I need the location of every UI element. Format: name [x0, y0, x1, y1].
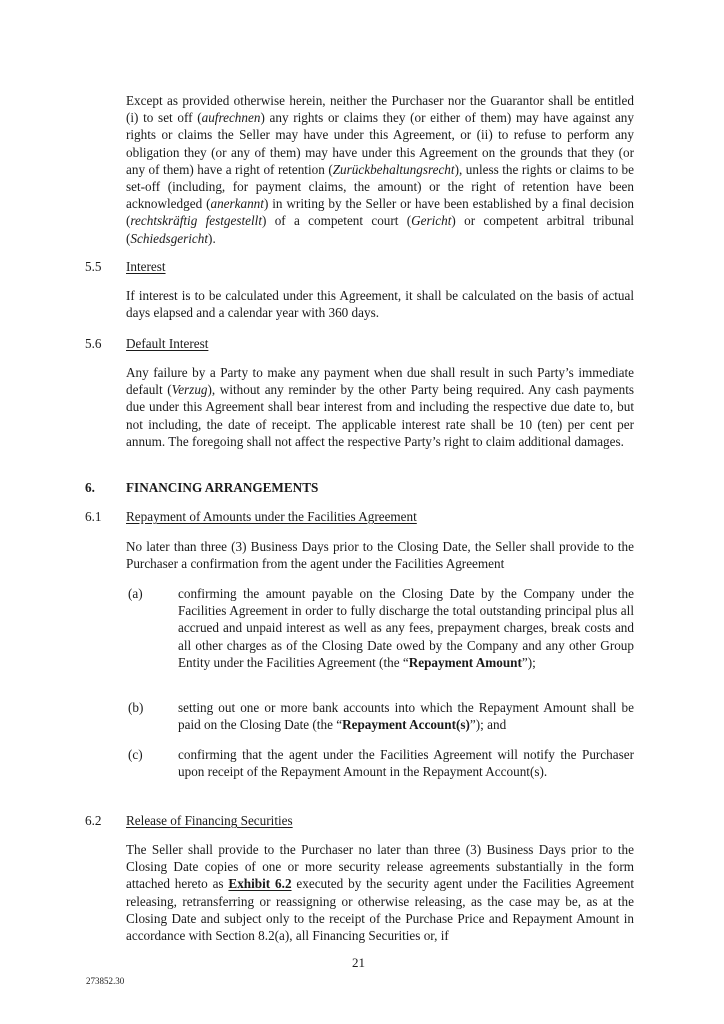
item-a-text: confirming the amount payable on the Closing Date by the Company under the Facilities Agreement in order to fully discharge the total outstanding principal plus all accrued and unpaid interest as well as any fees, prepayment charges, break costs and all other charges as of the Closing Date owed by the Company and any other Group Entity under the Facilities Agreement (the “Repayment Amount”); — [178, 586, 634, 670]
document-reference: 273852.30 — [86, 976, 125, 986]
section-5-6-title: Default Interest — [126, 336, 209, 351]
item-b-label: (b) — [128, 700, 144, 715]
defined-term-repayment-accounts: Repayment Account(s) — [342, 717, 470, 733]
term-rechtskraeftig: rechtskräftig festgestellt — [130, 213, 263, 229]
term-gericht: Gericht — [411, 213, 452, 229]
section-5-5-title: Interest — [126, 259, 166, 274]
item-a-label: (a) — [128, 586, 143, 601]
section-5-6-text: Any failure by a Party to make any payment when due shall result in such Party’s immediate default (Verzug), without any reminder by the other Party being required. Any cash payments due under this Agreement shall bear interest from and including the respective due date to, but not including, the date of receipt. The applicable interest rate shall be 10 (ten) per cent per annum. The foregoing shall not affect the respective Party’s right to claim additional damages. — [126, 365, 634, 449]
section-5-5-number: 5.5 — [85, 259, 102, 274]
section-6-1-title: Repayment of Amounts under the Facilities Agreement — [126, 509, 417, 524]
section-5-6-number: 5.6 — [85, 336, 102, 351]
section-6-2-text: The Seller shall provide to the Purchaser no later than three (3) Business Days prior to the Closing Date copies of one or more security release agreements substantially in the form attached hereto as Exhibit 6.2 executed by the security agent under the Facilities Agreement releasing, retransferring or reassigning or otherwise releasing, as the case may be, as at the Closing Date and subject only to the receipt of the Purchase Price and Repayment Amount in accordance with Section 8.2(a), all Financing Securities or, if — [126, 842, 634, 944]
item-c-label: (c) — [128, 747, 143, 762]
exhibit-6-2-link[interactable]: Exhibit 6.2 — [228, 876, 292, 892]
item-c-text: confirming that the agent under the Facilities Agreement will notify the Purchaser upon receipt of the Repayment Amount in the Repayment Account(s). — [178, 747, 634, 780]
setoff-paragraph: Except as provided otherwise herein, neither the Purchaser nor the Guarantor shall be entitled (i) to set off (aufrechnen) any rights or claims they (or either of them) may have against any rights or claims the Seller may have under this Agreement, or (ii) to refuse to perform any obligation they (or any of them) may have under this Agreement on the grounds that they (or any of them) have a right of retention (Zurückbehaltungsrecht), unless the rights or claims to be set-off (including, for payment claims, the amount) or the right of retention have been acknowledged (anerkannt) in writing by the Seller or have been established by a final decision (rechtskräftig festgestellt) of a competent court (Gericht) or competent arbitral tribunal (Schiedsgericht). — [126, 93, 635, 246]
defined-term-repayment-amount: Repayment Amount — [408, 654, 522, 670]
section-6-number: 6. — [85, 480, 95, 495]
term-aufrechnen: aufrechnen — [201, 110, 261, 126]
term-verzug: Verzug — [171, 382, 208, 398]
section-5-5-text: If interest is to be calculated under this Agreement, it shall be calculated on the basis of actual days elapsed and a calendar year with 360 days. — [126, 288, 634, 321]
term-zurueckbehaltungsrecht: Zurückbehaltungsrecht — [332, 161, 455, 177]
item-b-text: setting out one or more bank accounts into which the Repayment Amount shall be paid on the Closing Date (the “Repayment Account(s)”); and — [178, 700, 634, 733]
page-number: 21 — [352, 955, 365, 970]
section-6-1-number: 6.1 — [85, 509, 102, 524]
section-6-2-title: Release of Financing Securities — [126, 813, 293, 828]
section-6-title: FINANCING ARRANGEMENTS — [126, 480, 319, 495]
section-6-1-intro: No later than three (3) Business Days prior to the Closing Date, the Seller shall provide to the Purchaser a confirmation from the agent under the Facilities Agreement — [126, 539, 634, 572]
term-anerkannt: anerkannt — [210, 196, 264, 212]
section-6-2-number: 6.2 — [85, 813, 102, 828]
term-schiedsgericht: Schiedsgericht — [130, 230, 209, 246]
